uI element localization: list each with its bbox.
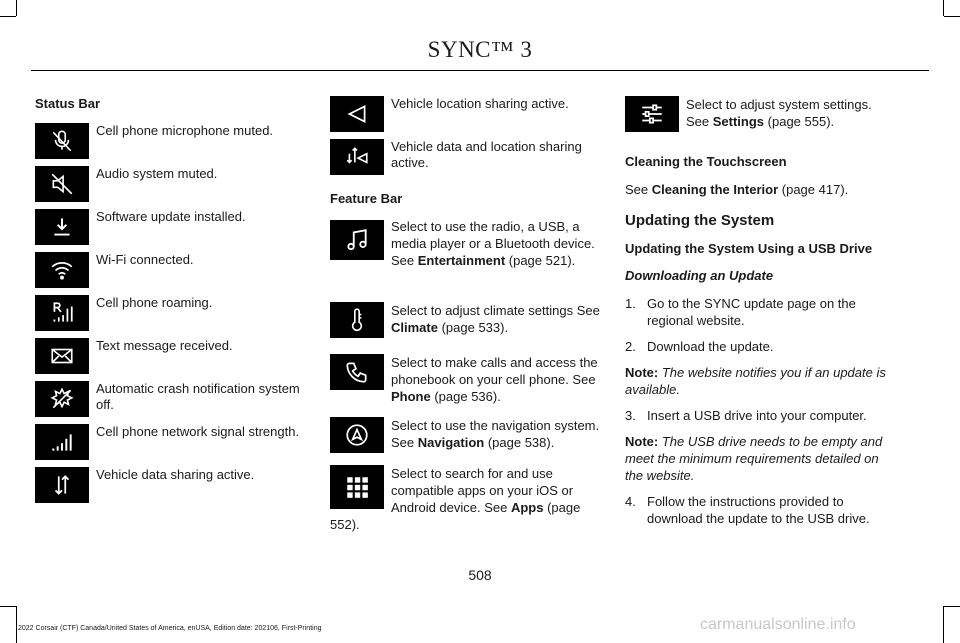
feature-text: Select to use the radio, a USB, a media player or a Bluetooth device. See [391,219,595,268]
status-item [35,252,307,295]
step-number: 1. [625,296,636,311]
feature-page-ref: (page 533). [437,320,509,335]
status-item [330,139,602,191]
status-item-text: Audio system muted. [96,166,218,181]
status-item-text: Vehicle location sharing active. [391,96,569,111]
step-item [625,493,897,527]
cleaning-page-ref: (page 417). [778,182,849,197]
step-number: 3. [625,408,636,423]
status-item [35,209,307,252]
status-item-text: Cell phone microphone muted. [96,123,274,138]
download-heading: Downloading an Update [625,268,774,283]
feature-text: Select to adjust system settings. See [686,97,872,129]
crop-mark [943,606,944,643]
status-item-text: Vehicle data sharing active. [96,467,255,482]
feature-text: Select to make calls and access the phonebook on your cell phone. See [391,355,598,387]
apps-grid-icon [330,465,384,509]
crop-mark [16,0,17,16]
feature-text: Select to adjust climate settings See [391,303,600,318]
feature-settings [625,96,897,136]
page-title: SYNC™ 3 [427,37,533,62]
feature-link[interactable]: Settings [712,114,765,129]
feature-link[interactable]: Climate [391,320,438,335]
feature-climate [330,302,602,342]
feature-page-ref: (page 538). [484,435,555,450]
cleaning-link[interactable]: Cleaning the Interior [651,182,779,197]
page-number: 508 [468,567,492,583]
status-item [35,338,307,381]
status-item-text: Software update installed. [96,209,246,224]
thermometer-icon [330,302,384,338]
cleaning-heading: Cleaning the Touchscreen [625,154,787,169]
feature-phone [330,354,602,405]
step-text: Go to the SYNC update page on the regional website. [647,296,856,328]
feature-page-ref: (page 552). [330,500,581,532]
cleaning-text: See [625,182,652,197]
feature-link[interactable]: Phone [391,389,431,404]
status-item [330,96,602,139]
data-location-icon [330,139,384,175]
data-sharing-icon [35,467,89,503]
status-item [35,295,307,338]
phone-icon [330,354,384,390]
download-icon [35,209,89,245]
step-text: Follow the instructions provided to download the update to the USB drive. [647,494,870,526]
note [625,433,897,484]
status-item-text: Text message received. [96,338,233,353]
step-text: Download the update. [647,339,774,354]
roaming-icon [35,295,89,331]
status-item-text: Cell phone network signal strength. [96,424,300,439]
note-label: Note: [625,365,659,380]
crop-mark [943,0,944,16]
status-item-text: Wi-Fi connected. [96,252,194,267]
note-text: The USB drive needs to be empty and meet the minimum requirements detailed on the website. [625,434,883,483]
status-item [35,123,307,166]
status-item [35,424,307,467]
navigation-icon [330,417,384,453]
column-feature-bar [330,96,602,545]
status-item [35,166,307,209]
step-number: 2. [625,339,636,354]
footer-edition: 2022 Corsair (CTF) Canada/United States of America, enUSA, Edition date: 202106, First-Printing [18,625,322,632]
feature-page-ref: (page 536). [430,389,501,404]
feature-link[interactable]: Entertainment [417,253,506,268]
status-item-text: Automatic crash notification system off. [96,381,300,412]
settings-sliders-icon [625,96,679,132]
crash-notification-icon [35,381,89,417]
step-number: 4. [625,494,636,509]
feature-apps [330,465,602,533]
feature-text: Select to use the navigation system. See [391,418,600,450]
note [625,364,897,398]
feature-entertainment [330,218,602,290]
step-item [625,338,897,355]
feature-text: Select to search for and use compatible apps on your iOS or Android device. See [391,466,574,515]
status-item-text: Cell phone roaming. [96,295,213,310]
music-note-icon [330,220,384,260]
column-status-bar [35,96,307,510]
feature-link[interactable]: Navigation [417,435,485,450]
feature-navigation [330,417,602,453]
header-rule [31,70,929,71]
note-label: Note: [625,434,659,449]
status-item-text: Vehicle data and location sharing active. [391,139,582,170]
step-item [625,407,897,424]
cleaning-paragraph [625,181,897,198]
status-item [35,381,307,424]
feature-page-ref: (page 555). [764,114,835,129]
step-text: Insert a USB drive into your computer. [647,408,867,423]
updating-heading: Updating the System [625,212,775,229]
feature-link[interactable]: Apps [510,500,544,515]
status-bar-heading: Status Bar [35,96,101,111]
wifi-icon [35,252,89,288]
watermark: carmanualsonline.info [700,616,856,633]
crop-mark [16,606,17,643]
speaker-muted-icon [35,166,89,202]
crop-mark [0,606,16,607]
location-arrow-icon [330,96,384,132]
crop-mark [0,16,16,17]
step-item [625,295,897,329]
column-updating [625,96,897,536]
feature-bar-heading: Feature Bar [330,191,403,206]
crop-mark [944,16,960,17]
usb-heading: Updating the System Using a USB Drive [625,241,873,256]
crop-mark [944,606,960,607]
microphone-muted-icon [35,123,89,159]
feature-page-ref: (page 521). [505,253,576,268]
envelope-icon [35,338,89,374]
signal-strength-icon [35,424,89,460]
status-item [35,467,307,510]
note-text: The website notifies you if an update is available. [625,365,886,397]
